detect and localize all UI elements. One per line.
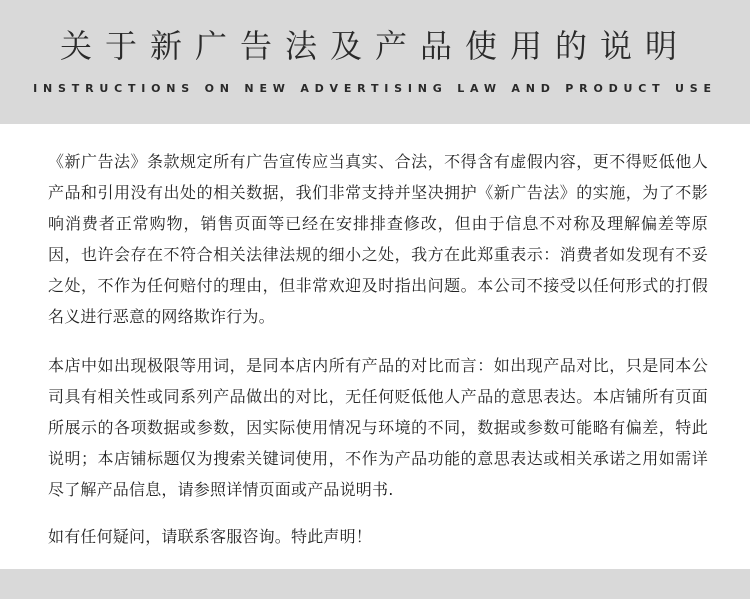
header-band <box>0 0 750 124</box>
page-subtitle: INSTRUCTIONS ON NEW ADVERTISING LAW AND PRODUCT USE <box>33 82 717 95</box>
page-title: 关于新广告法及产品使用的说明 <box>59 27 690 65</box>
notice-body <box>48 146 708 552</box>
paragraph-comparison-terms: 本店中如出现极限等用词，是同本店内所有产品的对比而言：如出现产品对比，只是同本公司具有相关性或同系列产品做出的对比，无任何贬低他人产品的意思表达。本店铺所有页面所展示的各项数据或参数，因实际使用情况与环境的不同，数据或参数可能略有偏差，特此说明；本店铺标题仅为搜索关键词使用，不作为产品功能的意思表达或相关承诺之用如需详尽了解产品信息，请参照详情页面或产品说明书. <box>48 356 708 499</box>
footer-band <box>0 569 750 599</box>
paragraph-advertising-law: 《新广告法》条款规定所有广告宣传应当真实、合法，不得含有虚假内容，更不得贬低他人产品和引用没有出处的相关数据，我们非常支持并坚决拥护《新广告法》的实施，为了不影响消费者正常购物，销售页面等已经在安排排查修改，但由于信息不对称及理解偏差等原因，也许会存在不符合相关法律法规的细小之处，我方在此郑重表示：消费者如发现有不妥之处，不作为任何赔付的理由，但非常欢迎及时指出问题。本公司不接受以任何形式的打假名义进行恶意的网络欺诈行为。 <box>48 152 708 326</box>
paragraph-contact: 如有任何疑问，请联系客服咨询。特此声明！ <box>48 527 373 546</box>
